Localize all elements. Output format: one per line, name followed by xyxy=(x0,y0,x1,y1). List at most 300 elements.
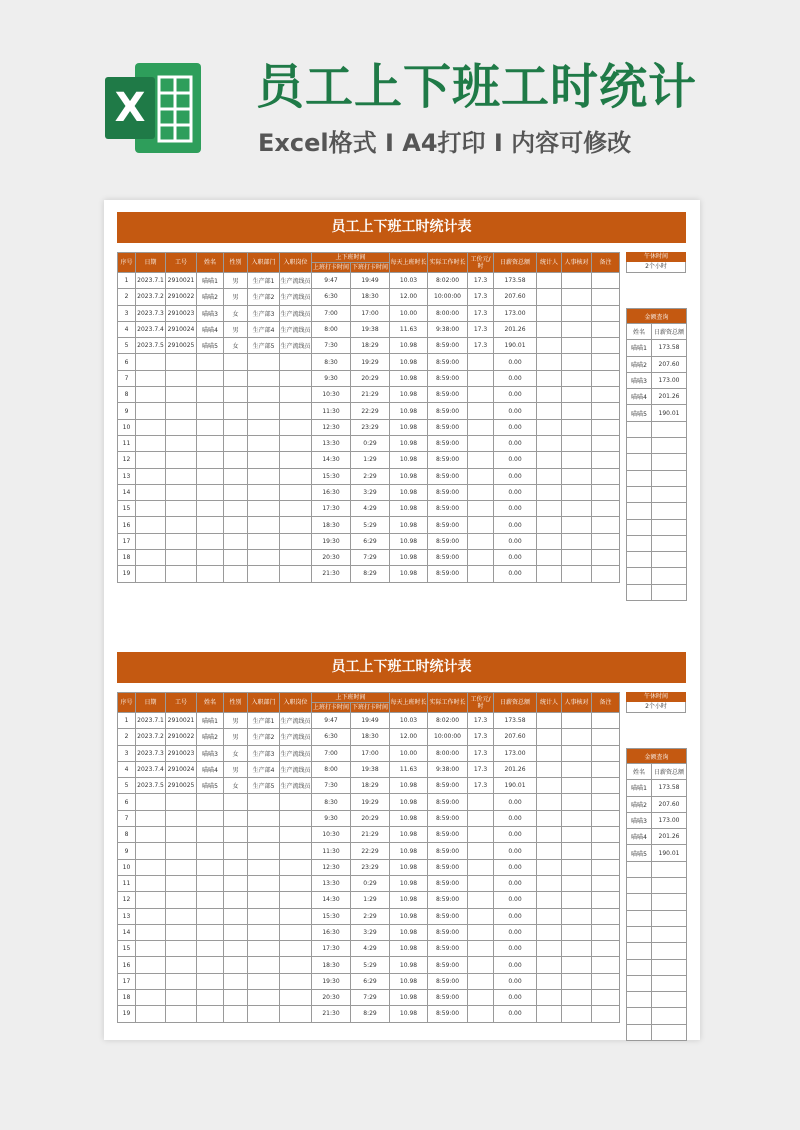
cell-hr[interactable] xyxy=(562,713,592,729)
cell-idx[interactable]: 2 xyxy=(118,289,136,305)
cell-off[interactable]: 4:29 xyxy=(351,501,390,517)
cell-rate[interactable]: 17.3 xyxy=(468,289,494,305)
salary-cell-total[interactable] xyxy=(652,486,687,502)
cell-rate[interactable] xyxy=(468,533,494,549)
cell-idx[interactable]: 8 xyxy=(118,827,136,843)
salary-cell-total[interactable]: 173.00 xyxy=(652,812,687,828)
salary-cell-total[interactable]: 173.58 xyxy=(652,780,687,796)
cell-rate[interactable] xyxy=(468,370,494,386)
cell-name[interactable]: 喵喵3 xyxy=(197,305,224,321)
salary-cell-name[interactable] xyxy=(627,894,652,910)
cell-on[interactable]: 9:47 xyxy=(312,713,351,729)
cell-dept[interactable] xyxy=(248,973,280,989)
cell-total[interactable]: 0.00 xyxy=(494,892,537,908)
cell-on[interactable]: 8:00 xyxy=(312,321,351,337)
cell-gender[interactable] xyxy=(224,403,248,419)
cell-rate[interactable] xyxy=(468,924,494,940)
cell-gender[interactable] xyxy=(224,957,248,973)
cell-stat[interactable] xyxy=(537,566,562,582)
cell-date[interactable] xyxy=(136,435,166,451)
cell-dept[interactable] xyxy=(248,533,280,549)
cell-idx[interactable]: 19 xyxy=(118,566,136,582)
cell-pos[interactable] xyxy=(280,941,312,957)
cell-date[interactable] xyxy=(136,990,166,1006)
cell-stat[interactable] xyxy=(537,745,562,761)
cell-on[interactable]: 9:30 xyxy=(312,810,351,826)
cell-note[interactable] xyxy=(592,468,620,484)
cell-idx[interactable]: 12 xyxy=(118,892,136,908)
salary-cell-total[interactable] xyxy=(652,992,687,1008)
cell-dept[interactable] xyxy=(248,484,280,500)
cell-name[interactable] xyxy=(197,566,224,582)
cell-work[interactable]: 8:59:00 xyxy=(428,843,468,859)
cell-gender[interactable] xyxy=(224,387,248,403)
cell-note[interactable] xyxy=(592,484,620,500)
cell-day[interactable]: 11.63 xyxy=(390,321,428,337)
cell-pos[interactable] xyxy=(280,387,312,403)
cell-off[interactable]: 6:29 xyxy=(351,533,390,549)
cell-note[interactable] xyxy=(592,713,620,729)
cell-on[interactable]: 10:30 xyxy=(312,387,351,403)
cell-day[interactable]: 10.98 xyxy=(390,843,428,859)
cell-id[interactable] xyxy=(166,484,197,500)
cell-pos[interactable] xyxy=(280,973,312,989)
cell-note[interactable] xyxy=(592,990,620,1006)
cell-note[interactable] xyxy=(592,435,620,451)
cell-id[interactable] xyxy=(166,550,197,566)
cell-id[interactable]: 2910025 xyxy=(166,338,197,354)
cell-dept[interactable] xyxy=(248,435,280,451)
cell-rate[interactable] xyxy=(468,484,494,500)
cell-rate[interactable] xyxy=(468,794,494,810)
cell-id[interactable] xyxy=(166,843,197,859)
cell-date[interactable] xyxy=(136,468,166,484)
cell-date[interactable] xyxy=(136,484,166,500)
cell-total[interactable]: 207.60 xyxy=(494,729,537,745)
cell-total[interactable]: 0.00 xyxy=(494,794,537,810)
cell-hr[interactable] xyxy=(562,827,592,843)
cell-day[interactable]: 10.98 xyxy=(390,990,428,1006)
cell-stat[interactable] xyxy=(537,501,562,517)
salary-cell-name[interactable]: 喵喵4 xyxy=(627,829,652,845)
cell-on[interactable]: 16:30 xyxy=(312,924,351,940)
cell-id[interactable] xyxy=(166,452,197,468)
cell-on[interactable]: 11:30 xyxy=(312,843,351,859)
cell-gender[interactable] xyxy=(224,827,248,843)
cell-off[interactable]: 3:29 xyxy=(351,484,390,500)
cell-gender[interactable]: 女 xyxy=(224,338,248,354)
cell-day[interactable]: 10.98 xyxy=(390,827,428,843)
cell-total[interactable]: 173.00 xyxy=(494,305,537,321)
cell-idx[interactable]: 5 xyxy=(118,338,136,354)
cell-dept[interactable] xyxy=(248,387,280,403)
cell-note[interactable] xyxy=(592,827,620,843)
cell-on[interactable]: 11:30 xyxy=(312,403,351,419)
cell-dept[interactable] xyxy=(248,957,280,973)
cell-hr[interactable] xyxy=(562,354,592,370)
cell-gender[interactable] xyxy=(224,843,248,859)
cell-pos[interactable] xyxy=(280,452,312,468)
cell-total[interactable]: 0.00 xyxy=(494,387,537,403)
salary-cell-total[interactable] xyxy=(652,910,687,926)
cell-off[interactable]: 2:29 xyxy=(351,468,390,484)
cell-pos[interactable] xyxy=(280,354,312,370)
cell-on[interactable]: 7:30 xyxy=(312,778,351,794)
cell-work[interactable]: 9:38:00 xyxy=(428,321,468,337)
cell-day[interactable]: 10.98 xyxy=(390,403,428,419)
cell-rate[interactable] xyxy=(468,875,494,891)
salary-cell-total[interactable] xyxy=(652,519,687,535)
cell-date[interactable]: 2023.7.1 xyxy=(136,713,166,729)
cell-off[interactable]: 7:29 xyxy=(351,550,390,566)
salary-cell-name[interactable]: 喵喵3 xyxy=(627,812,652,828)
salary-cell-total[interactable] xyxy=(652,584,687,600)
salary-cell-total[interactable]: 173.58 xyxy=(652,340,687,356)
cell-day[interactable]: 10.00 xyxy=(390,745,428,761)
cell-off[interactable]: 18:30 xyxy=(351,729,390,745)
cell-id[interactable] xyxy=(166,387,197,403)
cell-work[interactable]: 8:59:00 xyxy=(428,908,468,924)
cell-dept[interactable]: 生产部3 xyxy=(248,305,280,321)
cell-on[interactable]: 8:00 xyxy=(312,761,351,777)
cell-on[interactable]: 6:30 xyxy=(312,289,351,305)
cell-day[interactable]: 10.98 xyxy=(390,778,428,794)
cell-day[interactable]: 12.00 xyxy=(390,729,428,745)
cell-on[interactable]: 7:00 xyxy=(312,745,351,761)
cell-note[interactable] xyxy=(592,387,620,403)
cell-off[interactable]: 1:29 xyxy=(351,452,390,468)
cell-stat[interactable] xyxy=(537,924,562,940)
salary-cell-name[interactable] xyxy=(627,878,652,894)
cell-stat[interactable] xyxy=(537,484,562,500)
cell-day[interactable]: 10.98 xyxy=(390,484,428,500)
cell-name[interactable] xyxy=(197,387,224,403)
cell-dept[interactable] xyxy=(248,468,280,484)
cell-gender[interactable] xyxy=(224,794,248,810)
cell-date[interactable] xyxy=(136,501,166,517)
cell-name[interactable] xyxy=(197,403,224,419)
cell-off[interactable]: 3:29 xyxy=(351,924,390,940)
cell-dept[interactable] xyxy=(248,403,280,419)
cell-note[interactable] xyxy=(592,452,620,468)
cell-name[interactable]: 喵喵1 xyxy=(197,713,224,729)
cell-day[interactable]: 10.98 xyxy=(390,875,428,891)
salary-cell-name[interactable]: 喵喵1 xyxy=(627,340,652,356)
cell-date[interactable]: 2023.7.3 xyxy=(136,305,166,321)
cell-work[interactable]: 8:59:00 xyxy=(428,941,468,957)
cell-on[interactable]: 19:30 xyxy=(312,973,351,989)
salary-cell-total[interactable] xyxy=(652,878,687,894)
salary-cell-total[interactable] xyxy=(652,535,687,551)
cell-off[interactable]: 0:29 xyxy=(351,435,390,451)
cell-name[interactable]: 喵喵2 xyxy=(197,729,224,745)
cell-total[interactable]: 0.00 xyxy=(494,419,537,435)
cell-off[interactable]: 17:00 xyxy=(351,745,390,761)
cell-date[interactable] xyxy=(136,403,166,419)
cell-name[interactable] xyxy=(197,810,224,826)
cell-total[interactable]: 0.00 xyxy=(494,517,537,533)
cell-date[interactable] xyxy=(136,419,166,435)
cell-rate[interactable] xyxy=(468,810,494,826)
cell-dept[interactable] xyxy=(248,941,280,957)
salary-cell-name[interactable]: 喵喵1 xyxy=(627,780,652,796)
cell-gender[interactable] xyxy=(224,533,248,549)
cell-date[interactable] xyxy=(136,859,166,875)
cell-idx[interactable]: 14 xyxy=(118,924,136,940)
salary-cell-name[interactable]: 喵喵4 xyxy=(627,389,652,405)
cell-on[interactable]: 9:47 xyxy=(312,273,351,289)
cell-off[interactable]: 18:29 xyxy=(351,778,390,794)
cell-on[interactable]: 7:00 xyxy=(312,305,351,321)
cell-hr[interactable] xyxy=(562,794,592,810)
cell-note[interactable] xyxy=(592,908,620,924)
cell-name[interactable] xyxy=(197,1006,224,1022)
cell-work[interactable]: 8:59:00 xyxy=(428,550,468,566)
cell-rate[interactable]: 17.3 xyxy=(468,273,494,289)
cell-idx[interactable]: 4 xyxy=(118,321,136,337)
cell-idx[interactable]: 13 xyxy=(118,468,136,484)
salary-cell-name[interactable] xyxy=(627,535,652,551)
cell-date[interactable]: 2023.7.1 xyxy=(136,273,166,289)
cell-total[interactable]: 0.00 xyxy=(494,452,537,468)
cell-work[interactable]: 8:59:00 xyxy=(428,957,468,973)
cell-dept[interactable] xyxy=(248,794,280,810)
cell-on[interactable]: 17:30 xyxy=(312,501,351,517)
cell-gender[interactable]: 男 xyxy=(224,321,248,337)
cell-day[interactable]: 10.98 xyxy=(390,892,428,908)
cell-idx[interactable]: 14 xyxy=(118,484,136,500)
cell-work[interactable]: 8:59:00 xyxy=(428,501,468,517)
cell-note[interactable] xyxy=(592,550,620,566)
cell-name[interactable] xyxy=(197,875,224,891)
cell-gender[interactable] xyxy=(224,1006,248,1022)
cell-id[interactable] xyxy=(166,875,197,891)
cell-name[interactable] xyxy=(197,419,224,435)
cell-rate[interactable] xyxy=(468,501,494,517)
cell-date[interactable] xyxy=(136,892,166,908)
salary-cell-name[interactable] xyxy=(627,503,652,519)
cell-note[interactable] xyxy=(592,289,620,305)
cell-work[interactable]: 8:59:00 xyxy=(428,370,468,386)
cell-pos[interactable]: 生产流线员 xyxy=(280,321,312,337)
cell-idx[interactable]: 18 xyxy=(118,990,136,1006)
cell-dept[interactable]: 生产部2 xyxy=(248,729,280,745)
cell-note[interactable] xyxy=(592,924,620,940)
cell-total[interactable]: 190.01 xyxy=(494,778,537,794)
salary-cell-total[interactable] xyxy=(652,926,687,942)
cell-note[interactable] xyxy=(592,338,620,354)
cell-hr[interactable] xyxy=(562,745,592,761)
cell-pos[interactable] xyxy=(280,501,312,517)
cell-id[interactable] xyxy=(166,533,197,549)
cell-on[interactable]: 7:30 xyxy=(312,338,351,354)
cell-off[interactable]: 18:30 xyxy=(351,289,390,305)
cell-rate[interactable] xyxy=(468,957,494,973)
cell-hr[interactable] xyxy=(562,501,592,517)
cell-rate[interactable] xyxy=(468,908,494,924)
cell-name[interactable] xyxy=(197,957,224,973)
cell-idx[interactable]: 15 xyxy=(118,941,136,957)
cell-work[interactable]: 8:59:00 xyxy=(428,892,468,908)
salary-cell-total[interactable]: 201.26 xyxy=(652,389,687,405)
cell-off[interactable]: 18:29 xyxy=(351,338,390,354)
cell-day[interactable]: 11.63 xyxy=(390,761,428,777)
cell-on[interactable]: 15:30 xyxy=(312,908,351,924)
salary-cell-total[interactable] xyxy=(652,861,687,877)
cell-hr[interactable] xyxy=(562,321,592,337)
cell-name[interactable] xyxy=(197,843,224,859)
cell-date[interactable] xyxy=(136,973,166,989)
cell-note[interactable] xyxy=(592,859,620,875)
cell-stat[interactable] xyxy=(537,550,562,566)
cell-on[interactable]: 6:30 xyxy=(312,729,351,745)
cell-dept[interactable] xyxy=(248,370,280,386)
cell-name[interactable] xyxy=(197,370,224,386)
cell-day[interactable]: 10.98 xyxy=(390,501,428,517)
cell-pos[interactable] xyxy=(280,859,312,875)
cell-total[interactable]: 0.00 xyxy=(494,501,537,517)
cell-dept[interactable]: 生产部3 xyxy=(248,745,280,761)
cell-work[interactable]: 8:59:00 xyxy=(428,810,468,826)
cell-gender[interactable] xyxy=(224,875,248,891)
cell-off[interactable]: 19:29 xyxy=(351,794,390,810)
cell-idx[interactable]: 15 xyxy=(118,501,136,517)
cell-off[interactable]: 19:38 xyxy=(351,321,390,337)
cell-off[interactable]: 5:29 xyxy=(351,517,390,533)
cell-gender[interactable] xyxy=(224,566,248,582)
cell-stat[interactable] xyxy=(537,778,562,794)
cell-hr[interactable] xyxy=(562,305,592,321)
cell-dept[interactable] xyxy=(248,875,280,891)
cell-hr[interactable] xyxy=(562,778,592,794)
cell-total[interactable]: 0.00 xyxy=(494,827,537,843)
cell-stat[interactable] xyxy=(537,1006,562,1022)
cell-hr[interactable] xyxy=(562,729,592,745)
cell-gender[interactable] xyxy=(224,452,248,468)
cell-rate[interactable]: 17.3 xyxy=(468,338,494,354)
cell-total[interactable]: 0.00 xyxy=(494,354,537,370)
cell-idx[interactable]: 9 xyxy=(118,403,136,419)
salary-cell-name[interactable]: 喵喵5 xyxy=(627,405,652,421)
cell-work[interactable]: 8:59:00 xyxy=(428,778,468,794)
cell-work[interactable]: 8:59:00 xyxy=(428,354,468,370)
cell-hr[interactable] xyxy=(562,435,592,451)
cell-pos[interactable]: 生产流线员 xyxy=(280,305,312,321)
salary-cell-total[interactable]: 173.00 xyxy=(652,372,687,388)
cell-off[interactable]: 17:00 xyxy=(351,305,390,321)
cell-dept[interactable]: 生产部4 xyxy=(248,321,280,337)
cell-total[interactable]: 0.00 xyxy=(494,941,537,957)
salary-cell-name[interactable] xyxy=(627,959,652,975)
salary-cell-total[interactable] xyxy=(652,1024,687,1040)
cell-rate[interactable]: 17.3 xyxy=(468,778,494,794)
cell-off[interactable]: 19:49 xyxy=(351,713,390,729)
cell-id[interactable] xyxy=(166,794,197,810)
cell-off[interactable]: 21:29 xyxy=(351,827,390,843)
cell-hr[interactable] xyxy=(562,941,592,957)
cell-total[interactable]: 0.00 xyxy=(494,484,537,500)
cell-date[interactable] xyxy=(136,517,166,533)
cell-idx[interactable]: 3 xyxy=(118,305,136,321)
cell-date[interactable]: 2023.7.4 xyxy=(136,321,166,337)
cell-on[interactable]: 18:30 xyxy=(312,517,351,533)
cell-on[interactable]: 19:30 xyxy=(312,533,351,549)
cell-day[interactable]: 10.98 xyxy=(390,419,428,435)
cell-stat[interactable] xyxy=(537,941,562,957)
cell-name[interactable]: 喵喵3 xyxy=(197,745,224,761)
cell-hr[interactable] xyxy=(562,990,592,1006)
cell-rate[interactable] xyxy=(468,941,494,957)
salary-cell-total[interactable]: 201.26 xyxy=(652,829,687,845)
cell-work[interactable]: 8:02:00 xyxy=(428,713,468,729)
cell-id[interactable]: 2910024 xyxy=(166,761,197,777)
cell-work[interactable]: 8:00:00 xyxy=(428,745,468,761)
cell-date[interactable] xyxy=(136,1006,166,1022)
cell-total[interactable]: 201.26 xyxy=(494,761,537,777)
cell-idx[interactable]: 10 xyxy=(118,859,136,875)
cell-day[interactable]: 10.98 xyxy=(390,468,428,484)
cell-total[interactable]: 190.01 xyxy=(494,338,537,354)
cell-dept[interactable] xyxy=(248,810,280,826)
cell-pos[interactable]: 生产流线员 xyxy=(280,745,312,761)
cell-stat[interactable] xyxy=(537,419,562,435)
cell-on[interactable]: 12:30 xyxy=(312,859,351,875)
cell-idx[interactable]: 9 xyxy=(118,843,136,859)
cell-pos[interactable] xyxy=(280,484,312,500)
cell-name[interactable] xyxy=(197,354,224,370)
cell-pos[interactable] xyxy=(280,517,312,533)
cell-idx[interactable]: 19 xyxy=(118,1006,136,1022)
cell-pos[interactable]: 生产流线员 xyxy=(280,778,312,794)
cell-note[interactable] xyxy=(592,321,620,337)
cell-day[interactable]: 10.03 xyxy=(390,713,428,729)
cell-date[interactable] xyxy=(136,370,166,386)
cell-day[interactable]: 10.98 xyxy=(390,370,428,386)
cell-id[interactable] xyxy=(166,859,197,875)
cell-name[interactable] xyxy=(197,484,224,500)
cell-off[interactable]: 2:29 xyxy=(351,908,390,924)
cell-work[interactable]: 8:59:00 xyxy=(428,859,468,875)
cell-stat[interactable] xyxy=(537,533,562,549)
cell-on[interactable]: 21:30 xyxy=(312,1006,351,1022)
cell-off[interactable]: 19:29 xyxy=(351,354,390,370)
cell-id[interactable] xyxy=(166,435,197,451)
cell-day[interactable]: 12.00 xyxy=(390,289,428,305)
cell-off[interactable]: 23:29 xyxy=(351,419,390,435)
cell-total[interactable]: 0.00 xyxy=(494,566,537,582)
cell-date[interactable] xyxy=(136,533,166,549)
cell-name[interactable]: 喵喵5 xyxy=(197,778,224,794)
cell-on[interactable]: 12:30 xyxy=(312,419,351,435)
cell-day[interactable]: 10.98 xyxy=(390,517,428,533)
cell-rate[interactable] xyxy=(468,419,494,435)
cell-gender[interactable] xyxy=(224,354,248,370)
cell-id[interactable] xyxy=(166,957,197,973)
cell-hr[interactable] xyxy=(562,924,592,940)
cell-note[interactable] xyxy=(592,305,620,321)
cell-stat[interactable] xyxy=(537,713,562,729)
salary-cell-name[interactable] xyxy=(627,910,652,926)
cell-total[interactable]: 0.00 xyxy=(494,957,537,973)
cell-hr[interactable] xyxy=(562,338,592,354)
cell-pos[interactable]: 生产流线员 xyxy=(280,729,312,745)
salary-cell-name[interactable] xyxy=(627,1008,652,1024)
cell-date[interactable] xyxy=(136,908,166,924)
cell-note[interactable] xyxy=(592,501,620,517)
salary-cell-total[interactable]: 190.01 xyxy=(652,405,687,421)
cell-gender[interactable]: 男 xyxy=(224,729,248,745)
cell-idx[interactable]: 11 xyxy=(118,875,136,891)
